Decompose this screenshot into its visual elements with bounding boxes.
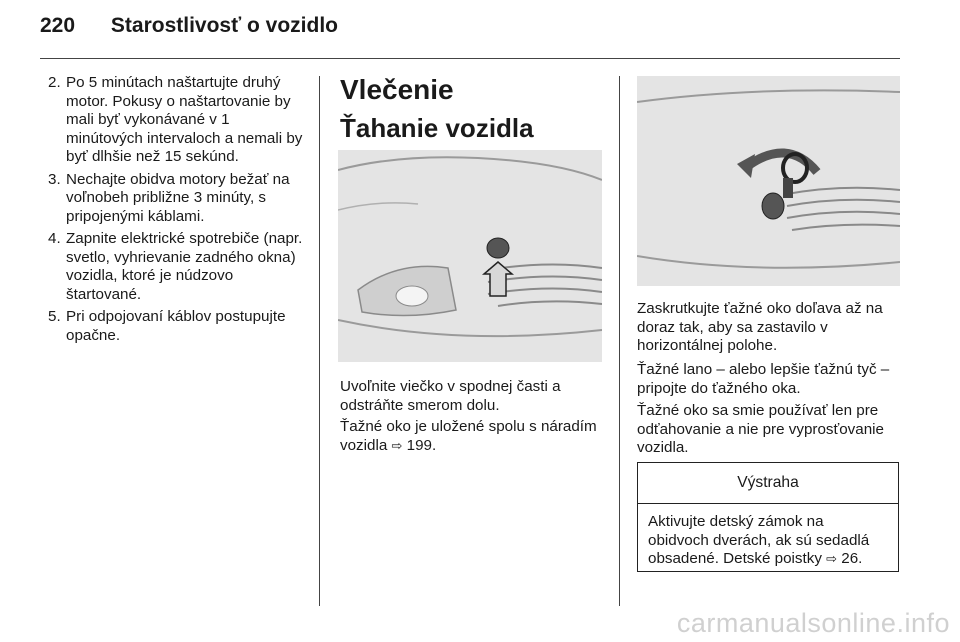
column-divider-left [319, 76, 320, 606]
list-item: 2. Po 5 minútach naštartujte druhý motor. Pokusy o naštartovanie by mali byť vykonávané v 1 minútových intervaloch a nemali by byť dlhšie než 15 sekúnd. [48, 74, 303, 165]
tow-eye-illustration [637, 76, 900, 286]
section-heading: Vlečenie [340, 74, 454, 105]
warning-text: Aktivujte detský zámok na obidvoch dverách, ak sú sedadlá obsadené. Detské poistky ⇨ 26. [648, 513, 870, 567]
page-number: 220 [40, 14, 76, 37]
watermark: carmanualsonline.info [676, 608, 950, 638]
page-header [40, 14, 338, 38]
instruction-tow-eye-location: Ťažné oko je uložené spolu s náradím vozidla ⇨ 199. [340, 418, 597, 454]
instruction-attach-rope: Ťažné lano – alebo lepšie ťažnú tyč – pripojte do ťažného oka. [637, 361, 890, 397]
warning-box [637, 462, 899, 572]
list-item: 3. Nechajte obidva motory bežať na voľnobeh približne 3 minúty, s pripojenými káblami. [48, 170, 290, 225]
page-reference-arrow: ⇨ [391, 437, 403, 453]
instruction-screw-in: Zaskrutkujte ťažné oko doľava až na doraz tak, aby sa zastavilo v horizontálnej polohe. [637, 300, 883, 354]
bumper-cover-drawing [338, 150, 602, 362]
subsection-heading: Ťahanie vozidla [340, 113, 534, 143]
page-reference[interactable]: 26. [841, 550, 863, 567]
page-reference-arrow: ⇨ [826, 551, 838, 566]
list-item: 5. Pri odpojovaní káblov postupujte opačne. [48, 308, 286, 344]
header-divider [40, 58, 900, 59]
bumper-cover-illustration [338, 150, 602, 362]
instruction-tow-eye-usage: Ťažné oko sa smie používať len pre odťahovanie a nie pre vyprosťovanie vozidla. [637, 402, 884, 456]
instruction-remove-cover: Uvoľnite viečko v spodnej časti a odstráňte smerom dolu. [340, 378, 561, 414]
page-reference[interactable]: 199. [406, 436, 437, 454]
tow-eye-drawing [637, 76, 900, 286]
warning-title: Výstraha [638, 463, 898, 504]
column-divider-right [619, 76, 620, 606]
chapter-title: Starostlivosť o vozidlo [110, 14, 338, 37]
list-item: 4. Zapnite elektrické spotrebiče (napr. svetlo, vyhrievanie zadného okna) vozidla, ktoré je núdzovo štartované. [48, 230, 303, 303]
procedure-steps [48, 74, 308, 349]
